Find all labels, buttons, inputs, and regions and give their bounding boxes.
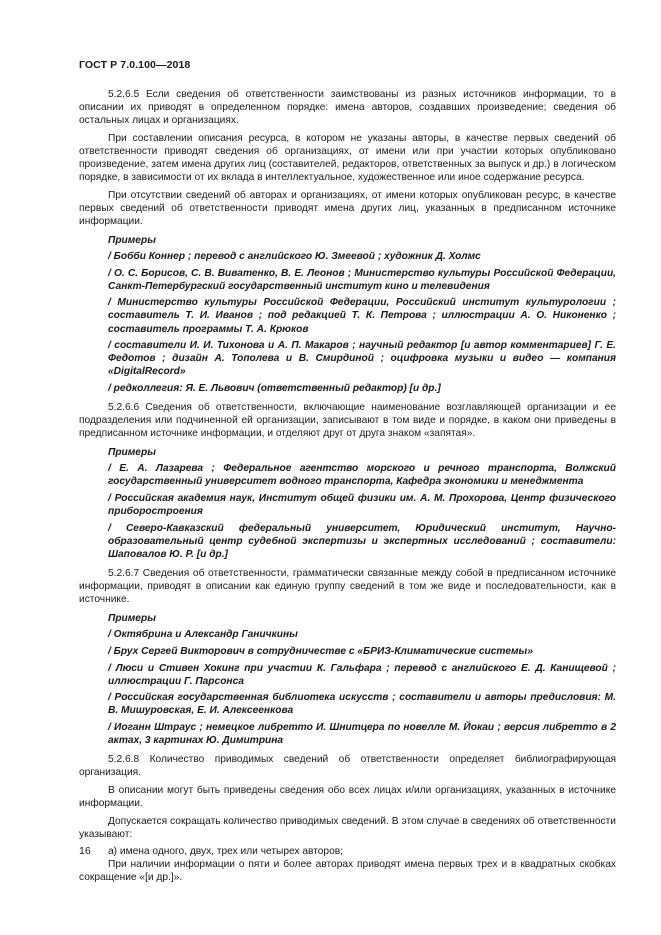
- document-header: ГОСТ Р 7.0.100—2018: [79, 59, 191, 71]
- list-item: а) имена одного, двух, трех или четырех авторов;: [108, 846, 344, 858]
- paragraph: Допускается сокращать количество приводимых сведений. В этом случае в сведениях об ответственности указывают:: [79, 815, 616, 840]
- example-item: / Российская академия наук, Институт общей физики им. А. М. Прохорова, Центр физического приборостроения: [108, 493, 616, 518]
- example-item: / Министерство культуры Российской Федерации, Российский институт культурологии ; составитель Т. И. Иванов ; под редакцией Т. К. Петрова ; иллюстрации А. О. Никоненко ; составитель программы Т. А. Крюков: [108, 297, 616, 335]
- example-item: / Иоганн Штраус ; немецкое либретто И. Шнитцера по новелле М. Йокаи ; версия либретто в 2 актах, 3 картинах Ю. Димитрина: [108, 721, 616, 747]
- paragraph: 5.2.6.6 Сведения об ответственности, включающие наименование возглавляющей организации и ее подразделения или подчиненной ей организации, записывают в том виде и порядке, в каком они приведены в предписанном источнике информации, и отделяют друг от друга знаком «запятая».: [79, 401, 616, 440]
- examples-title: Примеры: [108, 447, 156, 459]
- example-item: / Бобби Коннер ; перевод с английского Ю. Змеевой ; художник Д. Холмс: [108, 251, 481, 263]
- example-item: / Северо-Кавказский федеральный университет, Юридический институт, Научно-образовательный центр судебной экспертизы и экспертных исследований ; составители: Шаповалов Ю. Р. [и др.]: [108, 522, 616, 560]
- examples-title: Примеры: [108, 234, 156, 246]
- example-item: / составители И. И. Тихонова и А. П. Макаров ; научный редактор [и автор комментариев] Г. Е. Федотов ; дизайн А. Тополева и В. Смирдиной ; оцифровка музыки и видео — компания «DigitalRecord»: [108, 340, 616, 378]
- examples-block: [79, 446, 616, 561]
- document-body: [79, 88, 616, 884]
- example-item: / редколлегия: Я. Е. Львович (ответственный редактор) [и др.]: [108, 382, 441, 394]
- examples-block: [79, 234, 616, 395]
- list-item: При наличии информации о пяти и более авторах приводят имена первых трех и в квадратных скобках сокращение «[и др.]».: [79, 859, 616, 884]
- example-item: / О. С. Борисов, С. В. Виватенко, В. Е. Леонов ; Министерство культуры Российской Федерации, Санкт-Петербургский государственный институт кино и телевидения: [108, 267, 616, 292]
- paragraph: При отсутствии сведений об авторах и организациях, от имени которых опубликован ресурс, в качестве первых сведений об ответственности приводят имена других лиц, указанных в предписанном источнике информации.: [79, 189, 616, 227]
- example-item: / Октябрина и Александр Ганичкины: [108, 629, 298, 641]
- paragraph: 5.2.6.5 Если сведения об ответственности заимствованы из разных источников информации, то в описании их приводят в определенном порядке: имена авторов, создавших произведение; сведения об остальных лицах и организациях.: [79, 89, 616, 127]
- paragraph: 5.2.6.8 Количество приводимых сведений об ответственности определяет библиографирующая организация.: [79, 754, 616, 779]
- examples-title: Примеры: [108, 613, 156, 625]
- example-item: / Люси и Стивен Хокинг при участии К. Гальфара ; перевод с английского Е. Д. Канищевой ; иллюстрации Г. Парсонса: [108, 662, 616, 687]
- example-item: / Брух Сергей Викторович в сотрудничестве с «БРИЗ-Климатические системы»: [108, 645, 533, 657]
- examples-block: [79, 612, 616, 747]
- paragraph: При составлении описания ресурса, в котором не указаны авторы, в качестве первых сведений об ответственности приводят сведения об организациях, от имени или при участии которых опубликовано произведение, затем имена других лиц (составителей, редакторов, ответственных за выпуск и др.) в логическом порядке, в зависимости от их вклада в интеллектуальное, художественное или иное содержание ресурса.: [79, 132, 616, 184]
- example-item: / Российская государственная библиотека искусств ; составители и авторы предисловия: М. В. Мишуровская, Е. И. Алексеенкова: [108, 692, 616, 717]
- paragraph: В описании могут быть приведены сведения обо всех лицах и/или организациях, указанных в источнике информации.: [79, 784, 616, 809]
- paragraph: 5.2.6.7 Сведения об ответственности, грамматически связанные между собой в предписанном источнике информации, приводят в описании как единую группу сведений в том же виде и последовательности, как в источнике.: [79, 568, 616, 606]
- page-number: 16: [79, 845, 91, 857]
- example-item: / Е. А. Лазарева ; Федеральное агентство морского и речного транспорта, Волжский государственный университет водного транспорта, Кафедра экономики и менеджмента: [108, 463, 616, 488]
